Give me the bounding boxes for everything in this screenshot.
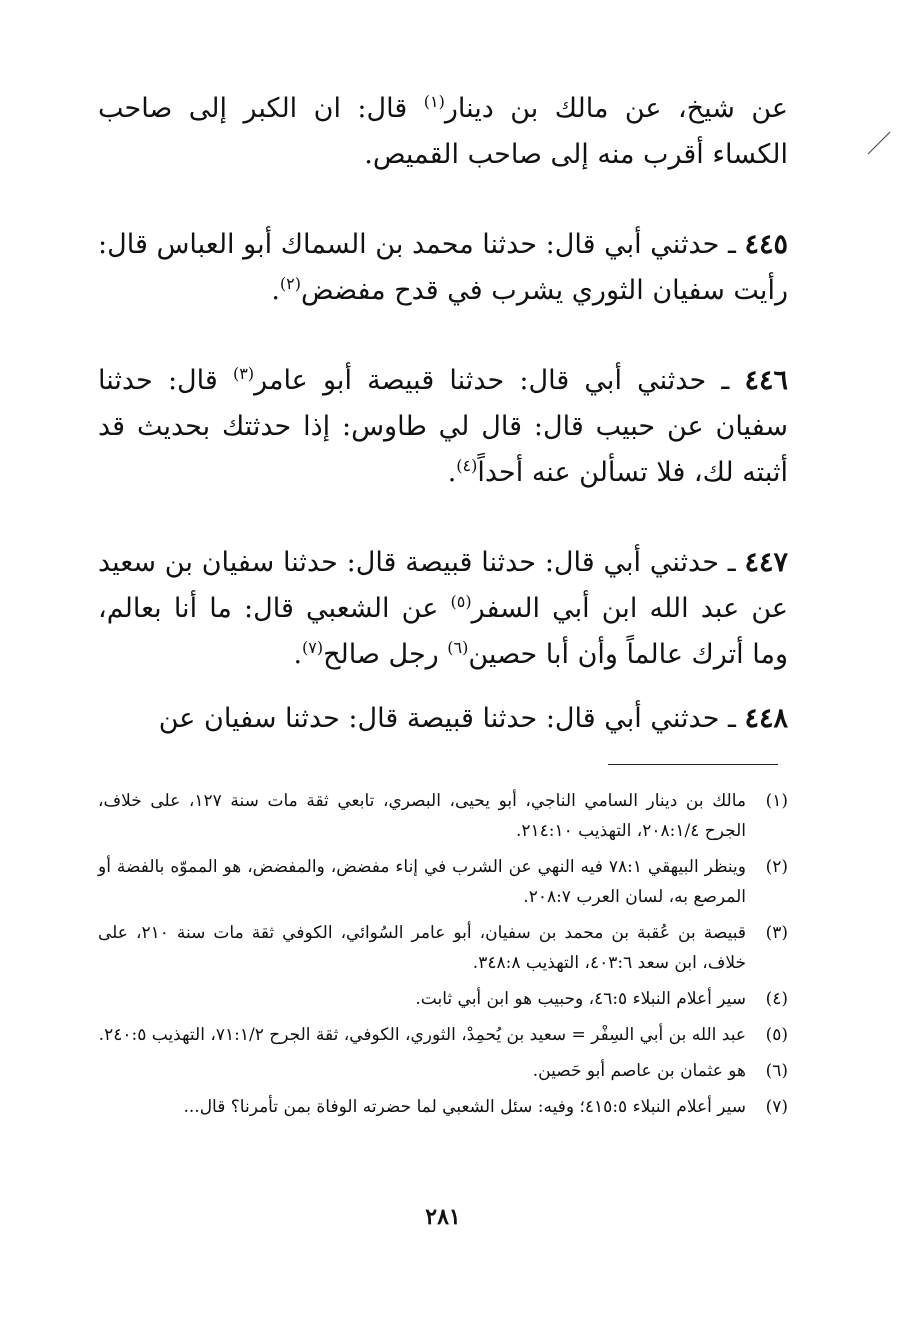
footnote-text: عبد الله بن أبي السِفْر = سعيد بن يُحمِدْ، الثوري، الكوفي، ثقة الجرح ٧١:١/٢، التهذيب ٢٤٠:٥.: [98, 1025, 746, 1045]
footnote: [98, 1020, 788, 1050]
footnote-text: مالك بن دينار السامي الناجي، أبو يحيى، البصري، تابعي ثقة مات سنة ١٢٧، على خلاف، الجرح ٢٠٨:١/٤، التهذيب ٢١٤:١٠.: [98, 791, 746, 841]
footnote-number: (٧): [765, 1097, 788, 1117]
footnote-ref[interactable]: (٤): [456, 456, 478, 475]
paragraph-text: عن شيخ، عن مالك بن دينار: [444, 93, 788, 124]
hadith-number: ٤٤٥: [744, 229, 788, 260]
footnote-text: قبيصة بن عُقبة بن محمد بن سفيان، أبو عامر السُوائي، الكوفي ثقة مات سنة ٢١٠، على خلاف، ابن سعد ٤٠٣:٦، التهذيب ٣٤٨:٨.: [98, 923, 746, 973]
document-page: [98, 86, 788, 1266]
footnote-number: (٦): [765, 1061, 788, 1081]
footnote-number: (١): [765, 791, 788, 811]
paragraph-text: ـ حدثني أبي قال: حدثنا قبيصة قال: حدثنا سفيان عن: [158, 703, 745, 734]
footnote-ref[interactable]: (١): [423, 92, 445, 111]
footnote-ref[interactable]: (٢): [279, 274, 301, 293]
footnote: [98, 852, 788, 912]
paragraph-448: [98, 696, 788, 742]
paragraph-text: ـ حدثني أبي قال: حدثنا محمد بن السماك أبو العباس قال: رأيت سفيان الثوري يشرب في قدح مفضض: [98, 229, 788, 306]
paragraph-447: [98, 540, 788, 678]
footnote-text: سير أعلام النبلاء ٤٦:٥، وحبيب هو ابن أبي ثابت.: [415, 989, 746, 1009]
paragraph-text: ـ حدثني أبي قال: حدثنا قبيصة أبو عامر: [254, 365, 745, 396]
footnote-divider: [608, 764, 778, 765]
footnote-number: (٥): [765, 1025, 788, 1045]
footnote: [98, 918, 788, 978]
paragraph-text: قال: ان الكبر إلى صاحب الكساء أقرب منه إلى صاحب القميص.: [98, 93, 788, 170]
footnote-ref[interactable]: (٧): [302, 638, 324, 657]
footnote: [98, 984, 788, 1014]
paragraph-text: رجل صالح: [323, 639, 448, 670]
paragraph-intro: [98, 86, 788, 178]
footnotes: [98, 786, 788, 1128]
pencil-mark: [866, 130, 892, 156]
footnote-text: هو عثمان بن عاصم أبو حَصين.: [532, 1061, 746, 1081]
footnote-number: (٤): [765, 989, 788, 1009]
paragraph-445: [98, 222, 788, 314]
footnote: [98, 1092, 788, 1122]
footnote-ref[interactable]: (٣): [233, 364, 255, 383]
paragraph-446: [98, 358, 788, 496]
footnote-ref[interactable]: (٦): [447, 638, 469, 657]
footnote: [98, 1056, 788, 1086]
paragraph-text: .: [271, 275, 280, 306]
footnote-text: سير أعلام النبلاء ٤١٥:٥؛ وفيه: سئل الشعبي لما حضرته الوفاة بمن تأمرنا؟ قال...: [183, 1097, 746, 1117]
hadith-number: ٤٤٧: [744, 547, 788, 578]
page-number: ٢٨١: [425, 1204, 461, 1230]
footnote: [98, 786, 788, 846]
paragraph-text: ـ حدثني أبي قال: حدثنا قبيصة قال: حدثنا سفيان بن سعيد عن عبد الله ابن أبي السفر: [98, 547, 788, 624]
paragraph-text: عن الشعبي قال: ما أنا بعالم، وما أترك عالماً وأن أبا حصين: [98, 593, 788, 670]
hadith-number: ٤٤٦: [744, 365, 788, 396]
footnote-ref[interactable]: (٥): [450, 592, 472, 611]
paragraph-text: .: [293, 639, 303, 670]
footnote-number: (٢): [765, 857, 788, 877]
paragraph-text: قال: حدثنا سفيان عن حبيب قال: قال لي طاوس: إذا حدثتك بحديث قد أثبته لك، فلا تسألن عنه أحداً: [98, 365, 788, 488]
hadith-number: ٤٤٨: [744, 703, 788, 734]
paragraph-text: .: [447, 457, 457, 488]
footnote-number: (٣): [765, 923, 788, 943]
footnote-text: وينظر البيهقي ٧٨:١ فيه النهي عن الشرب في إناء مفضض، والمفضض، هو المموّه بالفضة أو المرصع به، لسان العرب ٢٠٨:٧.: [98, 857, 746, 907]
